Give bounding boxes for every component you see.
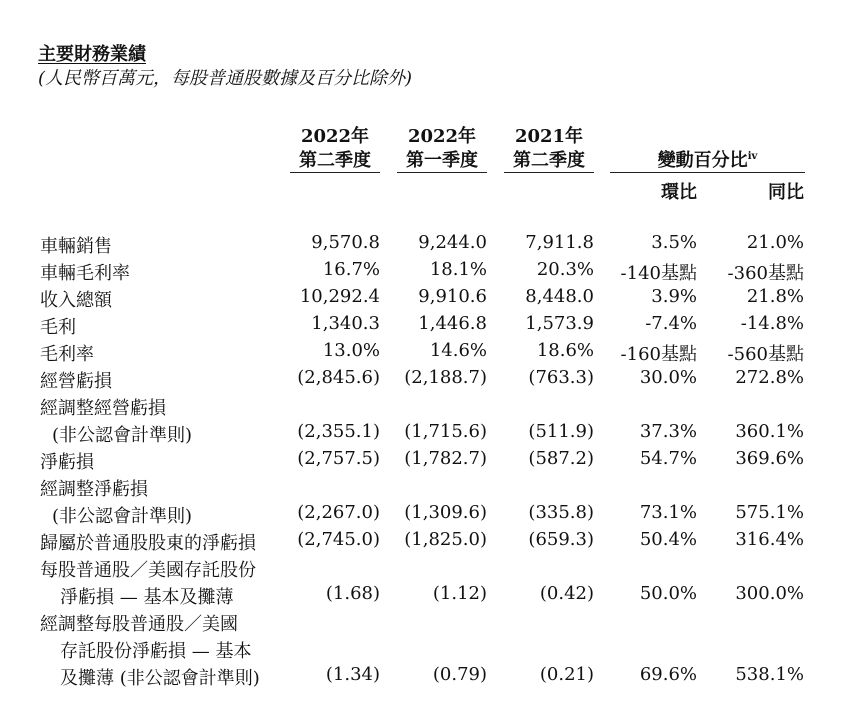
cell-q2-2021: (0.42)	[539, 583, 594, 604]
cell-yoy-change: -14.8%	[740, 313, 804, 334]
cell-q1-2022: (2,188.7)	[404, 367, 487, 388]
table-subtitle: (人民幣百萬元，每股普通股數據及百分比除外)	[38, 68, 413, 89]
cell-q2-2022: 13.0%	[322, 340, 380, 361]
cell-yoy-change: 316.4%	[735, 529, 804, 550]
cell-q2-2021: 8,448.0	[525, 286, 594, 307]
cell-q2-2021: 18.6%	[536, 340, 594, 361]
cell-qoq-change: 69.6%	[639, 664, 697, 685]
row-label: 車輛毛利率	[40, 263, 130, 284]
row-label: 經調整淨虧損	[40, 479, 148, 500]
cell-q2-2022: 16.7%	[322, 259, 380, 280]
cell-q1-2022: 9,910.6	[418, 286, 487, 307]
cell-q2-2021: (763.3)	[528, 367, 594, 388]
cell-qoq-change: 3.9%	[651, 286, 697, 307]
cell-q1-2022: (1,782.7)	[404, 448, 487, 469]
row-label: (非公認會計準則)	[52, 425, 193, 446]
row-label: 每股普通股／美國存託股份	[40, 560, 256, 581]
cell-yoy-change: 272.8%	[735, 367, 804, 388]
cell-yoy-change: 21.0%	[746, 232, 804, 253]
col1-year: 2022年	[300, 126, 370, 147]
cell-q2-2022: (2,757.5)	[297, 448, 380, 469]
cell-q2-2022: (1.68)	[325, 583, 380, 604]
cell-yoy-change: 538.1%	[735, 664, 804, 685]
col3-underline	[504, 172, 594, 173]
cell-yoy-change: 575.1%	[735, 502, 804, 523]
cell-q2-2021: 20.3%	[536, 259, 594, 280]
cell-q2-2022: 10,292.4	[299, 286, 380, 307]
col2-year: 2022年	[407, 126, 477, 147]
cell-yoy-change: 300.0%	[735, 583, 804, 604]
row-label: 收入總額	[40, 290, 112, 311]
cell-qoq-change: -140基點	[620, 263, 697, 284]
row-label: 歸屬於普通股股東的淨虧損	[40, 533, 256, 554]
cell-yoy-change: 369.6%	[735, 448, 804, 469]
cell-q1-2022: 9,244.0	[418, 232, 487, 253]
cell-qoq-change: 37.3%	[639, 421, 697, 442]
cell-q2-2021: (659.3)	[528, 529, 594, 550]
row-label: 及攤薄 (非公認會計準則)	[60, 668, 260, 689]
cell-q1-2022: (1,715.6)	[404, 421, 487, 442]
cell-q2-2022: 9,570.8	[311, 232, 380, 253]
cell-qoq-change: 73.1%	[639, 502, 697, 523]
row-label: 存託股份淨虧損 — 基本	[60, 641, 252, 662]
cell-q2-2022: 1,340.3	[311, 313, 380, 334]
col3-year: 2021年	[514, 126, 584, 147]
change-label: 變動百分比	[657, 150, 748, 171]
cell-q2-2021: 7,911.8	[525, 232, 594, 253]
change-header	[610, 146, 805, 172]
cell-q2-2021: (587.2)	[528, 448, 594, 469]
row-label: 毛利	[40, 317, 76, 338]
cell-qoq-change: 50.0%	[639, 583, 697, 604]
cell-q1-2022: (1.12)	[432, 583, 487, 604]
col3-quarter: 第二季度	[513, 150, 585, 171]
cell-qoq-change: 3.5%	[651, 232, 697, 253]
cell-qoq-change: 30.0%	[639, 367, 697, 388]
cell-qoq-change: -160基點	[620, 344, 697, 365]
cell-q2-2022: (2,355.1)	[297, 421, 380, 442]
col-yoy-header: 同比	[768, 182, 804, 203]
change-underline	[610, 172, 805, 173]
cell-q2-2021: (0.21)	[539, 664, 594, 685]
row-label: 經調整每股普通股／美國	[40, 614, 238, 635]
cell-q2-2021: (335.8)	[528, 502, 594, 523]
cell-qoq-change: 54.7%	[639, 448, 697, 469]
cell-yoy-change: 21.8%	[746, 286, 804, 307]
row-label: 經調整經營虧損	[40, 398, 166, 419]
cell-yoy-change: -560基點	[727, 344, 804, 365]
col1-quarter: 第二季度	[299, 150, 371, 171]
cell-q2-2021: 1,573.9	[525, 313, 594, 334]
cell-yoy-change: -360基點	[727, 263, 804, 284]
cell-q1-2022: 14.6%	[429, 340, 487, 361]
cell-q2-2021: (511.9)	[528, 421, 594, 442]
col2-underline	[397, 172, 487, 173]
col-qoq-header: 環比	[661, 182, 697, 203]
cell-q1-2022: (0.79)	[432, 664, 487, 685]
cell-q1-2022: 1,446.8	[418, 313, 487, 334]
row-label: 毛利率	[40, 344, 94, 365]
row-label: 經營虧損	[40, 371, 112, 392]
row-label: 車輛銷售	[40, 236, 112, 257]
cell-q1-2022: 18.1%	[429, 259, 487, 280]
cell-qoq-change: 50.4%	[639, 529, 697, 550]
cell-q2-2022: (2,845.6)	[297, 367, 380, 388]
cell-q1-2022: (1,825.0)	[404, 529, 487, 550]
row-label: 淨虧損	[40, 452, 94, 473]
row-label: (非公認會計準則)	[52, 506, 193, 527]
table-title: 主要財務業績	[38, 44, 146, 65]
col2-quarter: 第一季度	[406, 150, 478, 171]
cell-q2-2022: (2,267.0)	[297, 502, 380, 523]
cell-q2-2022: (2,745.0)	[297, 529, 380, 550]
change-note: iv	[747, 151, 758, 162]
cell-q2-2022: (1.34)	[325, 664, 380, 685]
cell-q1-2022: (1,309.6)	[404, 502, 487, 523]
row-label: 淨虧損 — 基本及攤薄	[60, 587, 234, 608]
col1-underline	[290, 172, 380, 173]
cell-qoq-change: -7.4%	[645, 313, 697, 334]
cell-yoy-change: 360.1%	[735, 421, 804, 442]
